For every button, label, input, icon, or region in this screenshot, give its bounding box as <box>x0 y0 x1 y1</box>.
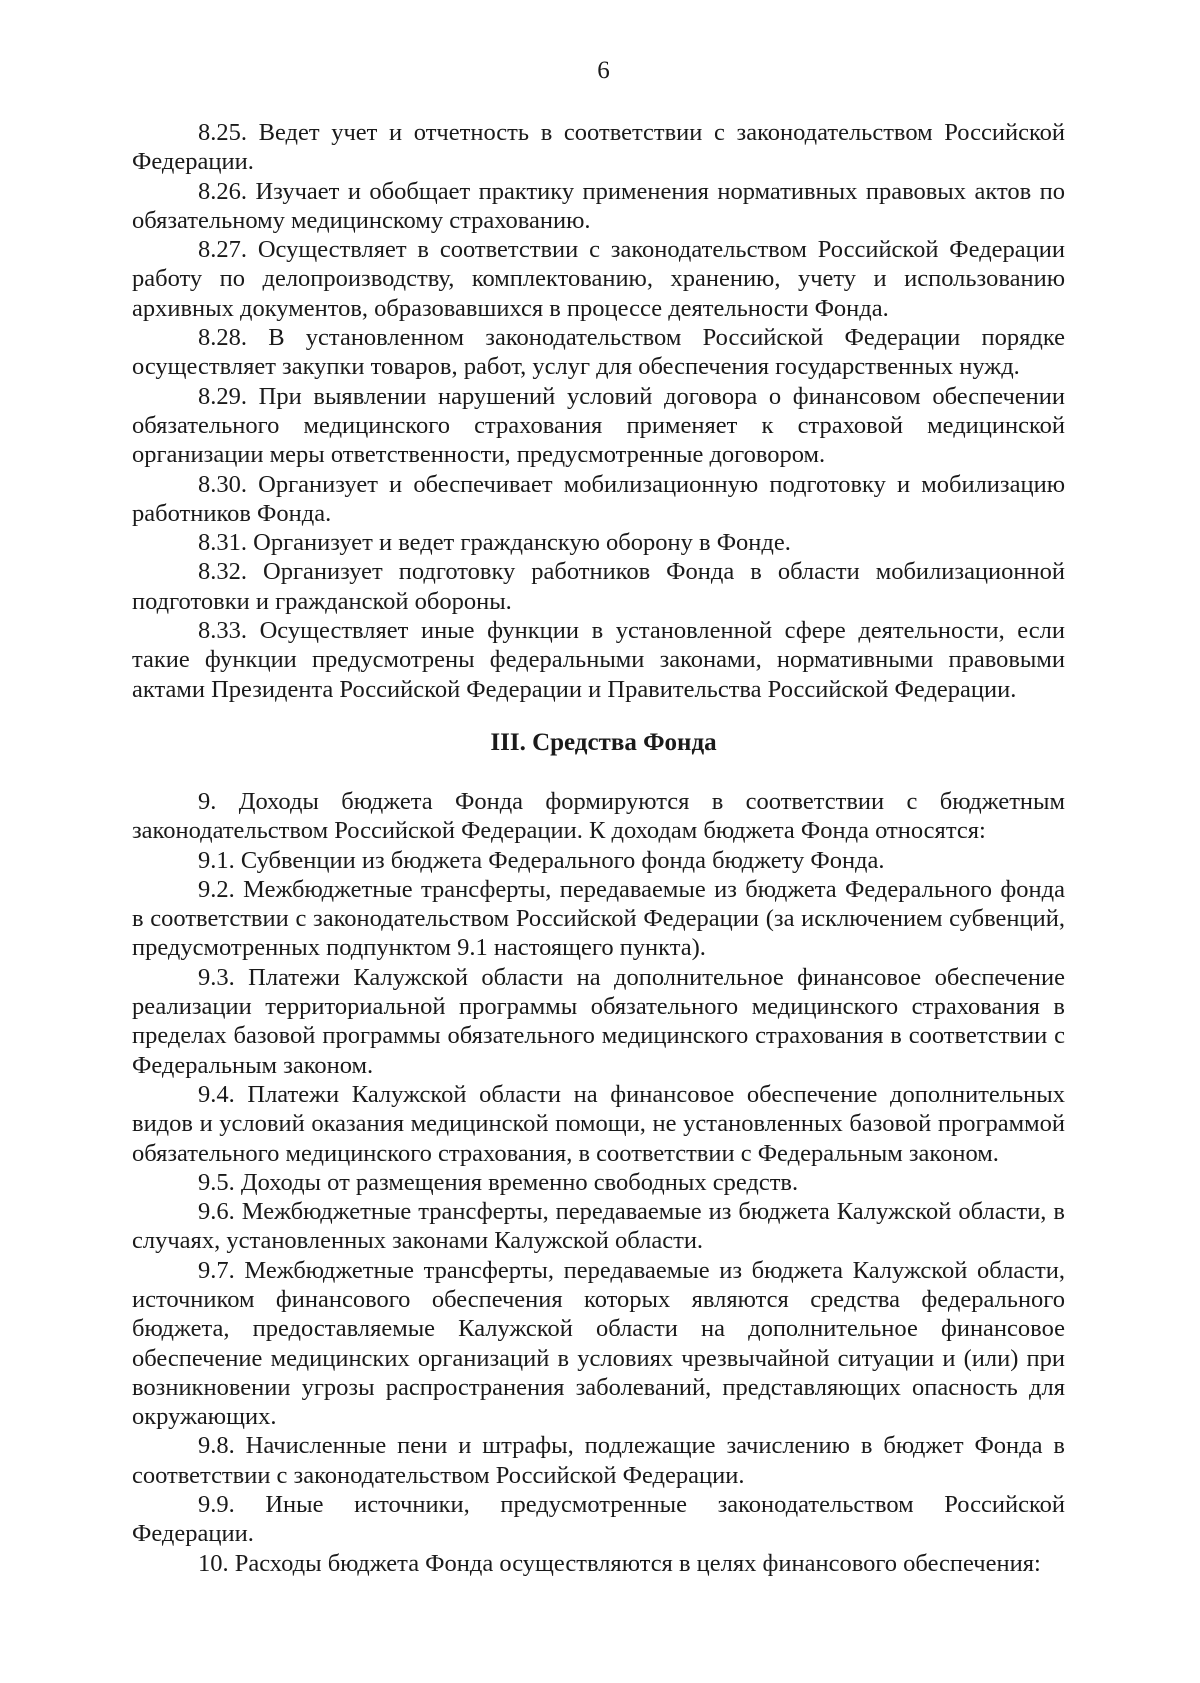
paragraph-8-31: 8.31. Организует и ведет гражданскую оборону в Фонде. <box>198 529 791 557</box>
paragraph-8-25: 8.25. Ведет учет и отчетность в соответствии с законодательством Российской Федерации. <box>132 119 1065 176</box>
paragraph-9-8: 9.8. Начисленные пени и штрафы, подлежащие зачислению в бюджет Фонда в соответствии с законодательством Российской Федерации. <box>132 1432 1065 1489</box>
paragraph-9-4: 9.4. Платежи Калужской области на финансовое обеспечение дополнительных видов и условий оказания медицинской помощи, не установленных базовой программой обязательного медицинского страхования, в соответствии с Федеральным законом. <box>132 1080 1065 1167</box>
paragraph-10: 10. Расходы бюджета Фонда осуществляются в целях финансового обеспечения: <box>198 1549 1041 1577</box>
paragraph-9: 9. Доходы бюджета Фонда формируются в соответствии с бюджетным законодательством Российской Федерации. К доходам бюджета Фонда относятся: <box>132 787 1065 845</box>
paragraph-9-5: 9.5. Доходы от размещения временно свободных средств. <box>198 1168 799 1196</box>
section-8-items <box>132 118 1065 704</box>
paragraph-9-2: 9.2. Межбюджетные трансферты, передаваемые из бюджета Федерального фонда в соответствии с законодательством Российской Федерации (за исключением субвенций, предусмотренных подпунктом 9.1 настоящего пункта). <box>132 875 1065 962</box>
paragraph-8-27: 8.27. Осуществляет в соответствии с законодательством Российской Федерации работу по делопроизводству, комплектованию, хранению, учету и использованию архивных документов, образовавшихся в процессе деятельности Фонда. <box>132 236 1065 322</box>
paragraph-9-7: 9.7. Межбюджетные трансферты, передаваемые из бюджета Калужской области, источником финансового обеспечения которых являются средства федерального бюджета, предоставляемые Калужской области на дополнительное финансовое обеспечение медицинских организаций в условиях чрезвычайной ситуации и (или) при возникновении угрозы распространения заболеваний, представляющих опасность для окружающих. <box>132 1256 1065 1431</box>
document-page <box>132 56 1065 1578</box>
paragraph-9-6: 9.6. Межбюджетные трансферты, передаваемые из бюджета Калужской области, в случаях, установленных законами Калужской области. <box>132 1198 1065 1255</box>
paragraph-9-9: 9.9. Иные источники, предусмотренные законодательством Российской Федерации. <box>132 1491 1065 1548</box>
paragraph-8-28: 8.28. В установленном законодательством Российской Федерации порядке осуществляет закупки товаров, работ, услуг для обеспечения государственных нужд. <box>132 324 1065 381</box>
paragraph-8-29: 8.29. При выявлении нарушений условий договора о финансовом обеспечении обязательного медицинского страхования применяет к страховой медицинской организации меры ответственности, предусмотренные договором. <box>132 382 1065 469</box>
paragraph-9-3: 9.3. Платежи Калужской области на дополнительное финансовое обеспечение реализации территориальной программы обязательного медицинского страхования в пределах базовой программы обязательного медицинского страхования в соответствии с Федеральным законом. <box>132 963 1065 1079</box>
paragraph-8-32: 8.32. Организует подготовку работников Фонда в области мобилизационной подготовки и гражданской обороны. <box>132 558 1065 615</box>
paragraph-9-1: 9.1. Субвенции из бюджета Федерального фонда бюджету Фонда. <box>198 846 885 874</box>
section-9-items <box>132 787 1065 1578</box>
paragraph-8-26: 8.26. Изучает и обобщает практику применения нормативных правовых актов по обязательному медицинскому страхованию. <box>132 177 1065 234</box>
paragraph-8-33: 8.33. Осуществляет иные функции в установленной сфере деятельности, если такие функции предусмотрены федеральными законами, нормативными правовыми актами Президента Российской Федерации и Правительства Российской Федерации. <box>132 617 1065 703</box>
paragraph-8-30: 8.30. Организует и обеспечивает мобилизационную подготовку и мобилизацию работников Фонда. <box>132 470 1065 527</box>
page-number: 6 <box>597 57 610 84</box>
section-heading: III. Средства Фонда <box>490 728 717 756</box>
